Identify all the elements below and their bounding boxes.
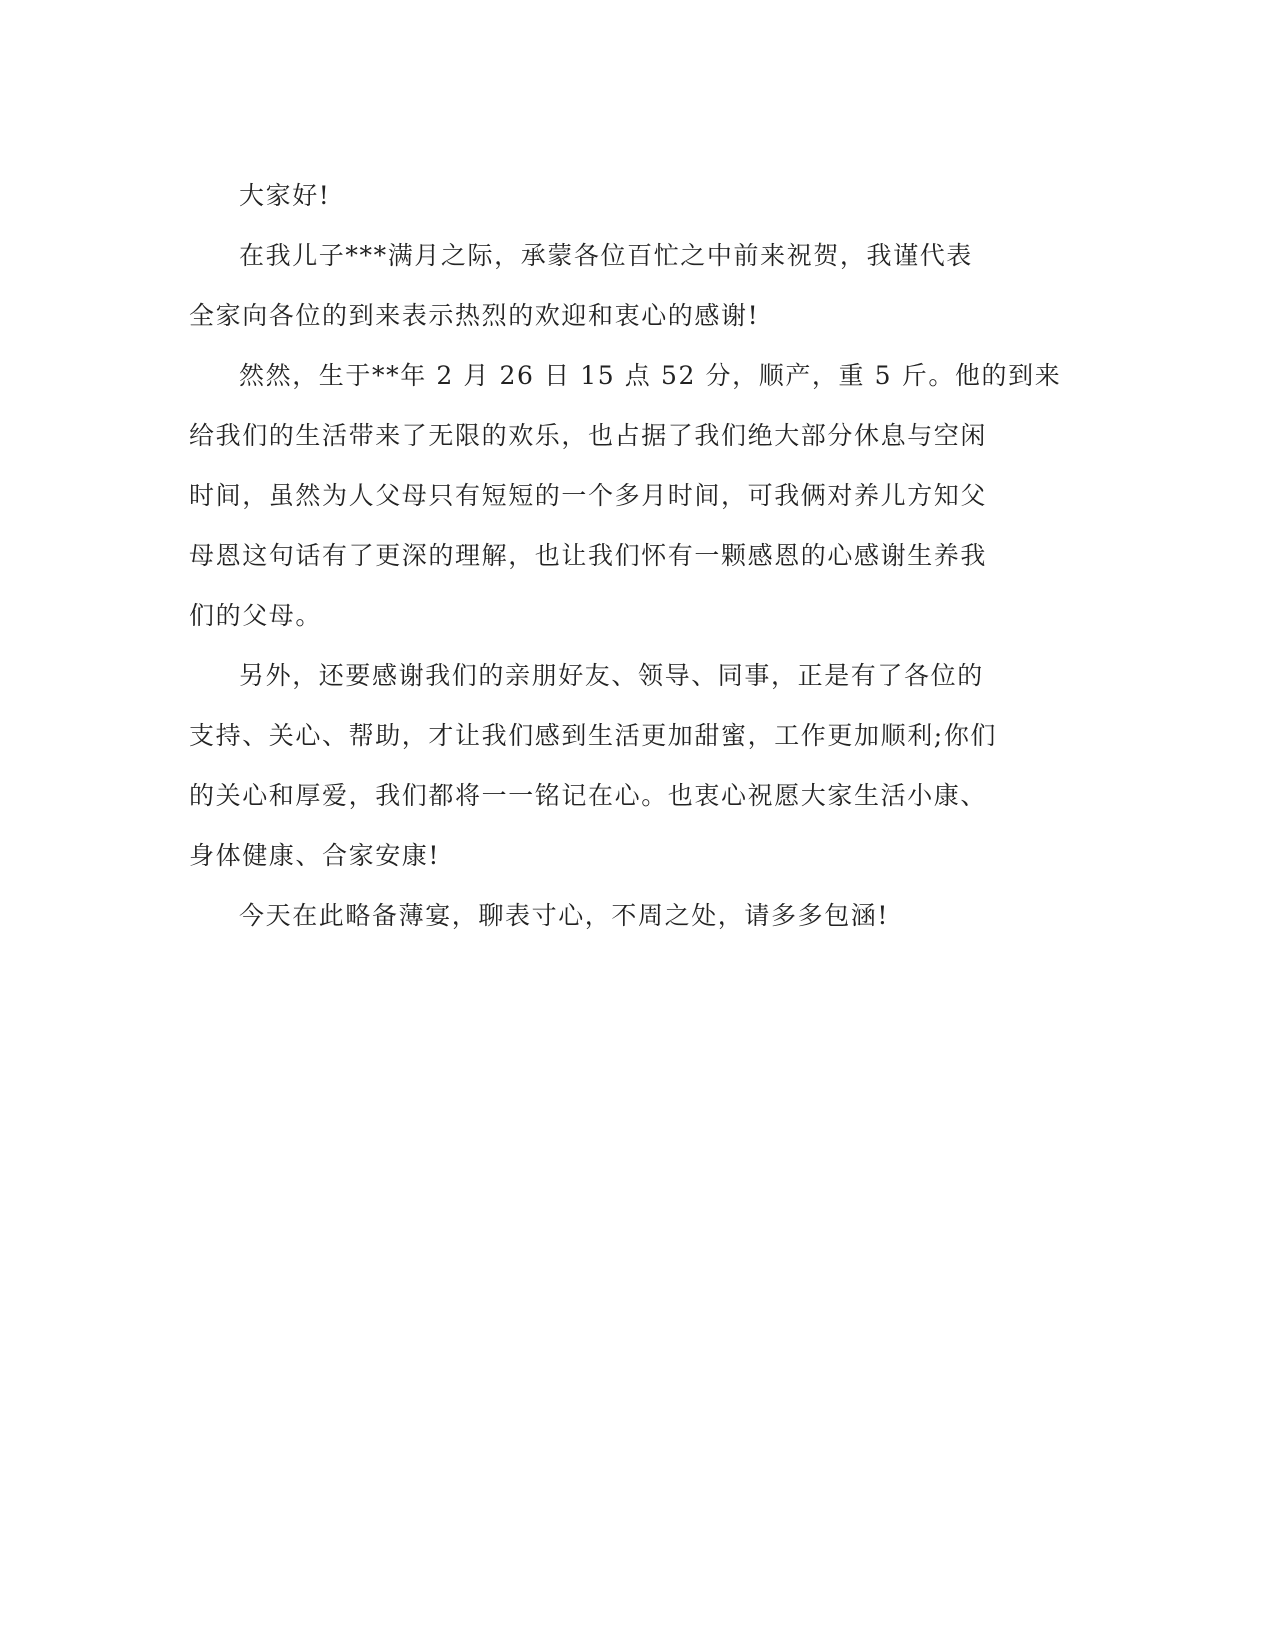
text-line: 今天在此略备薄宴，聊表寸心，不周之处，请多多包涵! — [239, 901, 890, 930]
text-line: 给我们的生活带来了无限的欢乐，也占据了我们绝大部分休息与空闲 — [189, 421, 988, 450]
text-line: 支持、关心、帮助，才让我们感到生活更加甜蜜，工作更加顺利;你们 — [189, 721, 998, 750]
text-line: 母恩这句话有了更深的理解，也让我们怀有一颗感恩的心感谢生养我 — [189, 541, 988, 570]
text-line: 的关心和厚爱，我们都将一一铭记在心。也衷心祝愿大家生活小康、 — [189, 781, 988, 810]
gratitude-paragraph — [189, 646, 1089, 886]
text-line: 身体健康、合家安康! — [189, 841, 441, 870]
document-body — [189, 166, 1089, 946]
text-line: 时间，虽然为人父母只有短短的一个多月时间，可我俩对养儿方知父 — [189, 481, 988, 510]
greeting-paragraph — [189, 166, 1089, 226]
text-line: 另外，还要感谢我们的亲朋好友、领导、同事，正是有了各位的 — [239, 661, 984, 690]
text-line: 在我儿子***满月之际，承蒙各位百忙之中前来祝贺，我谨代表 — [239, 241, 973, 270]
closing-paragraph — [189, 886, 1089, 946]
text-line: 全家向各位的到来表示热烈的欢迎和衷心的感谢! — [189, 301, 760, 330]
text-line: 们的父母。 — [189, 601, 323, 630]
baby-info-paragraph — [189, 346, 1089, 646]
text-line: 大家好! — [239, 181, 331, 210]
thanks-paragraph — [189, 226, 1089, 346]
text-line: 然然，生于**年 2 月 26 日 15 点 52 分，顺产，重 5 斤。他的到来 — [239, 361, 1062, 390]
